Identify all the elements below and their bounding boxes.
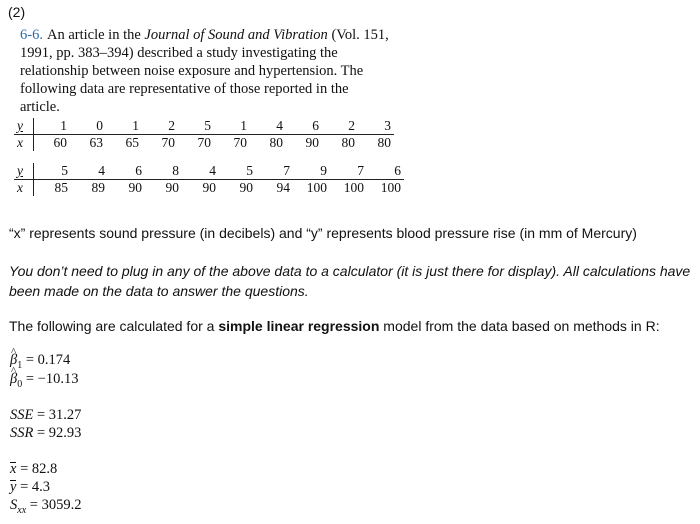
ssr-label: SSR	[10, 425, 34, 441]
intro-text-before: The following are calculated for a	[9, 318, 219, 334]
table-cell: 100	[380, 180, 401, 195]
ybar-symbol: y	[10, 479, 17, 495]
table-cell: 85	[54, 180, 68, 195]
beta1-symbol: ^ β	[10, 352, 17, 369]
beta0-symbol: ^ β	[10, 371, 17, 388]
intro-text-after: model from the data based on methods in R:	[379, 318, 660, 334]
calculator-note: You don’t need to plug in any of the above data to a calculator (it is just there for display). All calculations have been made on the data to answer the questions.	[9, 263, 691, 299]
table-cell: 7	[256, 163, 293, 180]
table-cell: 80	[269, 135, 283, 150]
table-row	[14, 118, 394, 135]
table-cell: 70	[161, 135, 175, 150]
xbar-symbol: x	[10, 461, 17, 477]
problem-text-before: An article in the	[46, 27, 145, 43]
x-label: x	[14, 180, 34, 197]
sse-value: = 31.27	[36, 407, 82, 423]
table-cell: 9	[293, 163, 330, 180]
table-cell: 65	[125, 135, 139, 150]
table-cell: 4	[250, 118, 286, 135]
table-cell: 90	[128, 180, 142, 195]
beta1-value: = 0.174	[25, 352, 71, 368]
table-cell: 89	[91, 180, 105, 195]
sxx-value: = 3059.2	[29, 497, 82, 513]
table-cell: 2	[322, 118, 358, 135]
table-cell: 2	[142, 118, 178, 135]
data-table-2	[14, 163, 404, 196]
table-cell: 80	[341, 135, 355, 150]
table-cell: 60	[53, 135, 67, 150]
data-table-1	[14, 118, 394, 151]
table-cell: 1	[34, 118, 71, 135]
table-row	[14, 180, 404, 197]
table-cell: 90	[165, 180, 179, 195]
question-number: (2)	[8, 4, 26, 20]
x-label: x	[14, 135, 34, 152]
table-cell: 5	[178, 118, 214, 135]
table-cell: 100	[343, 180, 364, 195]
table-cell: 4	[182, 163, 219, 180]
journal-title: Journal of Sound and Vibration	[144, 27, 328, 43]
table-row	[14, 163, 404, 180]
table-cell: 94	[276, 180, 290, 195]
ybar-line	[10, 479, 50, 496]
sxx-symbol: S	[10, 497, 18, 513]
intro-bold-term: simple linear regression	[218, 318, 380, 334]
table-cell: 6	[286, 118, 322, 135]
table-cell: 0	[70, 118, 106, 135]
table-cell: 1	[214, 118, 250, 135]
table-cell: 5	[34, 163, 72, 180]
sxx-line: $S_{xx} = 3059.2$	[10, 497, 82, 516]
table-cell: 4	[71, 163, 108, 180]
table-cell: 80	[377, 135, 391, 150]
table-cell: 90	[202, 180, 216, 195]
ssr-value: = 92.93	[36, 425, 82, 441]
table-cell: 90	[239, 180, 253, 195]
table-row	[14, 135, 394, 152]
table-cell: 70	[197, 135, 211, 150]
beta1-estimate: ^ $\beta_1 = 0.174$	[10, 352, 70, 374]
table-cell: 5	[219, 163, 256, 180]
table-cell: 90	[305, 135, 319, 150]
ybar-value: = 4.3	[20, 479, 50, 495]
y-label: y	[14, 163, 34, 180]
xbar-value: = 82.8	[20, 461, 58, 477]
table-cell: 6	[367, 163, 404, 180]
table-cell: 63	[89, 135, 103, 150]
problem-text-after: (Vol. 151, 1991, pp. 383–394) described a study investigating the relationship between noise exposure and hypertension. The following data are representative of those reported in the article.	[20, 27, 389, 115]
ssr-line	[10, 425, 81, 442]
table-cell: 7	[330, 163, 367, 180]
xbar-line	[10, 461, 57, 478]
beta0-value: = −10.13	[25, 371, 79, 387]
table-cell: 6	[108, 163, 145, 180]
table-cell: 8	[145, 163, 182, 180]
y-label: y	[14, 118, 34, 135]
table-cell: 3	[358, 118, 394, 135]
table-cell: 100	[306, 180, 327, 195]
table-cell: 70	[233, 135, 247, 150]
regression-intro	[9, 316, 660, 336]
problem-number: 6-6.	[20, 27, 43, 43]
sse-label: SSE	[10, 407, 34, 423]
table-cell: 1	[106, 118, 142, 135]
problem-statement	[20, 26, 390, 116]
beta0-estimate: ^ $\beta_0 = -10.13$	[10, 371, 78, 393]
sse-line	[10, 407, 81, 424]
variable-description: “x” represents sound pressure (in decibels) and “y” represents blood pressure rise (in mm of Mercury)	[9, 225, 637, 241]
